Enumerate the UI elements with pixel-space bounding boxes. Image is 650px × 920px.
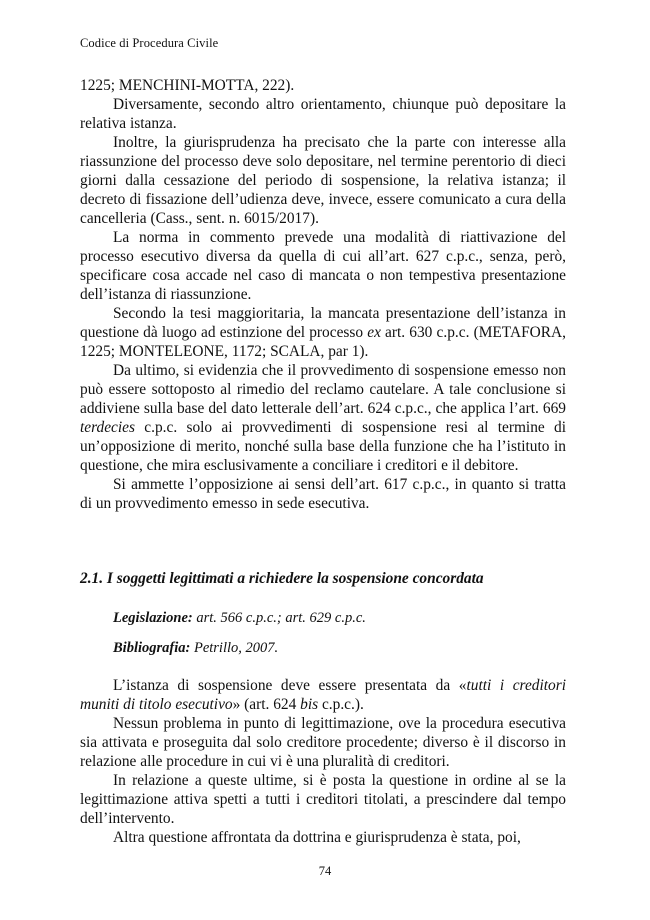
paragraph: Si ammette l’opposizione ai sensi dell’art. 617 c.p.c., in quanto si tratta di un provvedimento emesso in sede esecutiva. — [80, 476, 566, 512]
text-run: Secondo la tesi maggioritaria, la mancata presentazione dell’istanza in questione dà luogo ad estinzione del processo — [80, 305, 566, 341]
paragraph — [80, 304, 566, 361]
legislation-value: art. 566 c.p.c.; art. 629 c.p.c. — [196, 610, 366, 626]
paragraph: Altra questione affrontata da dottrina e giurisprudenza è stata, poi, — [113, 829, 521, 846]
text-run: c.p.c.). — [318, 696, 364, 713]
section-body-text — [80, 676, 566, 847]
body-text — [80, 76, 566, 513]
paragraph — [80, 361, 566, 475]
paragraph: Nessun problema in punto di legittimazione, ove la procedura esecutiva sia attivata e proseguita dal solo creditore procedente; diverso è il discorso in relazione alle procedure in cui vi è una pluralità di creditori. — [80, 715, 566, 770]
paragraph: 1225; MENCHINI-MOTTA, 222). — [80, 77, 295, 94]
italic-run: bis — [300, 696, 319, 713]
bibliography-label: Bibliografia: — [113, 640, 191, 656]
paragraph — [80, 676, 566, 714]
text-run: art. 630 c.p.c. (METAFORA, 1225; MONTELEONE, 1172; SCALA, par 1). — [80, 324, 566, 360]
paragraph: La norma in commento prevede una modalità di riattivazione del processo esecutivo diversa da quella di cui all’art. 627 c.p.c., senza, però, specificare cosa accade nel caso di mancata o non tempestiva presentazione dell’istanza di riassunzione. — [80, 229, 566, 303]
running-title: Codice di Procedura Civile — [80, 36, 219, 50]
text-run: » (art. 624 — [232, 696, 301, 713]
paragraph: Inoltre, la giurisprudenza ha precisato che la parte con interesse alla riassunzione del processo deve solo depositare, nel termine perentorio di dieci giorni dalla cessazione del periodo di sospensione, la relativa istanza; il decreto di fissazione dell’udienza deve, invece, essere comunicato a cura della cancelleria (Cass., sent. n. 6015/2017). — [80, 134, 566, 227]
paragraph: Diversamente, secondo altro orientamento, chiunque può depositare la relativa istanza. — [80, 96, 566, 132]
text-run: c.p.c. solo ai provvedimenti di sospensione resi al termine di un’opposizione di merito, nonché sulla base della funzione che ha l’istituto in questione, che mira esclusivamente a conciliare i creditori e il debitore. — [80, 419, 566, 474]
bibliography-value: Petrillo, 2007. — [193, 640, 279, 656]
text-run: Da ultimo, si evidenzia che il provvedimento di sospensione emesso non può essere sottoposto al rimedio del reclamo cautelare. A tale conclusione si addiviene sulla base del dato letterale dell’art. 624 c.p.c., che applica l’art. 669 — [80, 362, 566, 417]
page-number: 74 — [318, 864, 332, 878]
italic-run: ex — [367, 324, 381, 341]
italic-run: terdecies — [80, 419, 135, 436]
bibliography-line — [113, 640, 278, 657]
legislation-label: Legislazione: — [113, 610, 193, 626]
italic-run: tutti i creditori muniti di titolo esecutivo — [80, 677, 566, 713]
text-run: L’istanza di sospensione deve essere presentata da « — [113, 677, 467, 694]
paragraph: In relazione a queste ultime, si è posta la questione in ordine al se la legittimazione attiva spetti a tutti i creditori titolati, a prescindere dal tempo dell’intervento. — [80, 772, 566, 827]
legislation-line — [113, 610, 366, 627]
section-heading: 2.1. I soggetti legittimati a richiedere la sospensione concordata — [80, 570, 484, 587]
